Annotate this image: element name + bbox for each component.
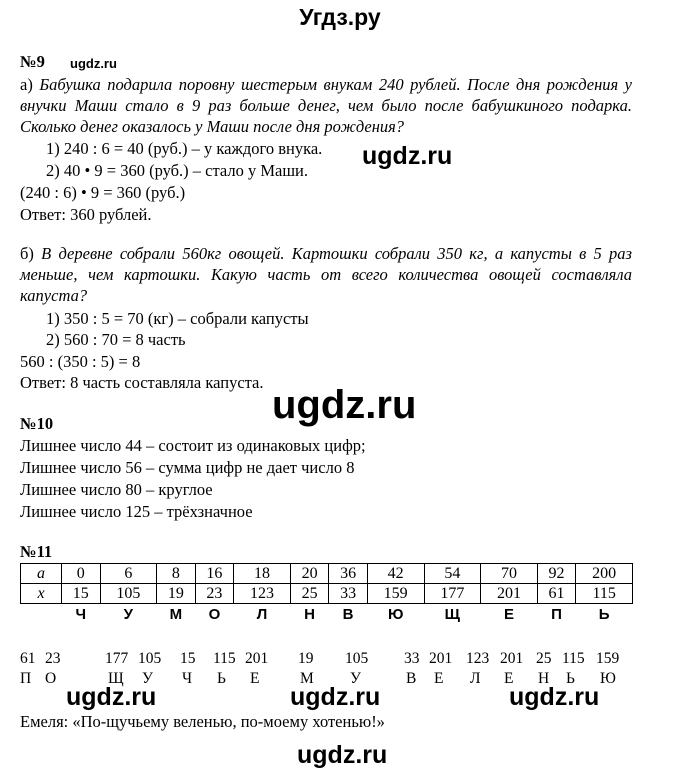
table-row-x [21, 584, 633, 604]
task9a-step2: 2) 40 • 9 = 360 (руб.) – стало у Маши. [46, 161, 308, 180]
task10-line: Лишнее число 125 – трёхзначное [20, 502, 253, 521]
decode-number: 201 [429, 650, 453, 667]
watermark: ugdz.ru [362, 142, 453, 170]
site-title: Угдз.ру [299, 4, 381, 30]
task9a-label: а) [20, 75, 33, 94]
task10-line: Лишнее число 80 – круглое [20, 480, 213, 499]
a-value: 6 [100, 564, 157, 584]
task11-table [20, 563, 633, 626]
a-value: 8 [157, 564, 196, 584]
task9b-step1: 1) 350 : 5 = 70 (кг) – собрали капусты [46, 309, 309, 328]
decode-number: 15 [180, 650, 196, 667]
task10-line: Лишнее число 56 – сумма цифр не дает число 8 [20, 458, 355, 477]
task9a-text: Бабушка подарила поровну шестерым внукам 240 рублей. После дня рождения у внучки Маши стало в 9 раз больше денег, чем было после бабушкиного подарка. Сколько денег оказалось у Маши после дня рождения? [20, 75, 633, 136]
letter-cell: Ю [387, 606, 404, 623]
decode-number: 177 [105, 650, 129, 667]
decode-letter: Ч [182, 670, 193, 687]
decode-letter: Ю [600, 670, 616, 687]
x-value: 19 [157, 584, 196, 604]
decode-number: 159 [596, 650, 620, 667]
decode-letter: П [20, 670, 32, 687]
table-row-letters [21, 604, 633, 627]
decode-letter: У [142, 670, 153, 687]
letter-cell: Л [256, 606, 268, 623]
watermark: ugdz.ru [509, 683, 600, 711]
task9b-step2: 2) 560 : 70 = 8 часть [46, 330, 186, 349]
row-x-header: x [21, 584, 62, 604]
task11-answer: Емеля: «По-щучьему веленью, по-моему хотенью!» [20, 712, 385, 731]
row-a-header: a [21, 564, 62, 584]
decode-letter: О [45, 670, 57, 687]
task11-number: №11 [20, 542, 53, 561]
decode-number: 33 [404, 650, 420, 667]
letter-cell: Н [304, 606, 315, 623]
task9a-step1: 1) 240 : 6 = 40 (руб.) – у каждого внука. [46, 139, 323, 158]
letter-cell: У [123, 606, 133, 623]
decode-number: 23 [45, 650, 61, 667]
task9a-expression: (240 : 6) • 9 = 360 (руб.) [20, 183, 186, 202]
table-row-a [21, 564, 633, 584]
task9a-answer: Ответ: 360 рублей. [20, 205, 152, 224]
x-value: 25 [290, 584, 329, 604]
a-value: 16 [195, 564, 234, 584]
x-value: 177 [424, 584, 481, 604]
letter-cell: О [208, 606, 221, 623]
decode-number: 201 [500, 650, 524, 667]
a-value: 200 [576, 564, 633, 584]
a-value: 92 [537, 564, 576, 584]
letter-cell: М [169, 606, 183, 623]
task10-line: Лишнее число 44 – состоит из одинаковых цифр; [20, 436, 366, 455]
decode-letter: Е [434, 670, 444, 687]
x-value: 61 [537, 584, 576, 604]
decode-number: 19 [298, 650, 314, 667]
x-value: 33 [329, 584, 368, 604]
a-value: 36 [329, 564, 368, 584]
decode-letter: Е [250, 670, 260, 687]
decode-number: 61 [20, 650, 36, 667]
a-value: 70 [481, 564, 538, 584]
letter-cell: Ч [75, 606, 87, 623]
a-value: 0 [62, 564, 101, 584]
decode-letter: В [406, 670, 417, 687]
watermark: ugdz.ru [70, 56, 117, 71]
letter-cell: Ь [598, 606, 610, 623]
watermark: ugdz.ru [290, 683, 381, 711]
x-value: 201 [481, 584, 538, 604]
task9b-label: б) [20, 244, 34, 263]
a-value: 54 [424, 564, 481, 584]
a-value: 20 [290, 564, 329, 584]
a-value: 42 [367, 564, 424, 584]
decode-number: 115 [213, 650, 236, 667]
letter-cell: Е [503, 606, 514, 623]
watermark: ugdz.ru [66, 683, 157, 711]
decode-letter: М [300, 670, 314, 687]
decode-letter: Ь [217, 670, 226, 687]
task9b-text: В деревне собрали 560кг овощей. Картошки собрали 350 кг, а капусты в 5 раз меньше, чем картошки. Какую часть от всего количества овощей составляла капуста? [20, 244, 632, 305]
task9b-expression: 560 : (350 : 5) = 8 [20, 352, 141, 371]
letter-cell: Щ [444, 606, 460, 623]
x-value: 15 [62, 584, 101, 604]
x-value: 23 [195, 584, 234, 604]
decode-letter: У [350, 670, 361, 687]
x-value: 115 [576, 584, 633, 604]
decode-letter: Ь [566, 670, 575, 687]
watermark: ugdz.ru [297, 741, 388, 769]
watermark: ugdz.ru [272, 383, 417, 427]
x-value: 123 [234, 584, 291, 604]
decode-letter: Щ [108, 670, 124, 687]
decode-number: 115 [562, 650, 585, 667]
decode-letter: Н [538, 670, 550, 687]
empty-cell [21, 604, 62, 627]
a-value: 18 [234, 564, 291, 584]
decode-number: 105 [138, 650, 162, 667]
letter-cell: В [342, 606, 354, 623]
decode-letter: Л [470, 670, 481, 687]
decode-number: 123 [466, 650, 490, 667]
task10-number: №10 [20, 414, 54, 433]
decode-number: 105 [345, 650, 369, 667]
x-value: 159 [367, 584, 424, 604]
x-value: 105 [100, 584, 157, 604]
task9b-problem [20, 243, 632, 306]
decode-number: 201 [245, 650, 269, 667]
letter-cell: П [551, 606, 562, 623]
task9b-answer: Ответ: 8 часть составляла капуста. [20, 373, 264, 392]
task9-number: №9 [20, 52, 45, 71]
decode-number: 25 [536, 650, 552, 667]
task9a-problem [20, 74, 632, 137]
decode-letter: Е [504, 670, 514, 687]
